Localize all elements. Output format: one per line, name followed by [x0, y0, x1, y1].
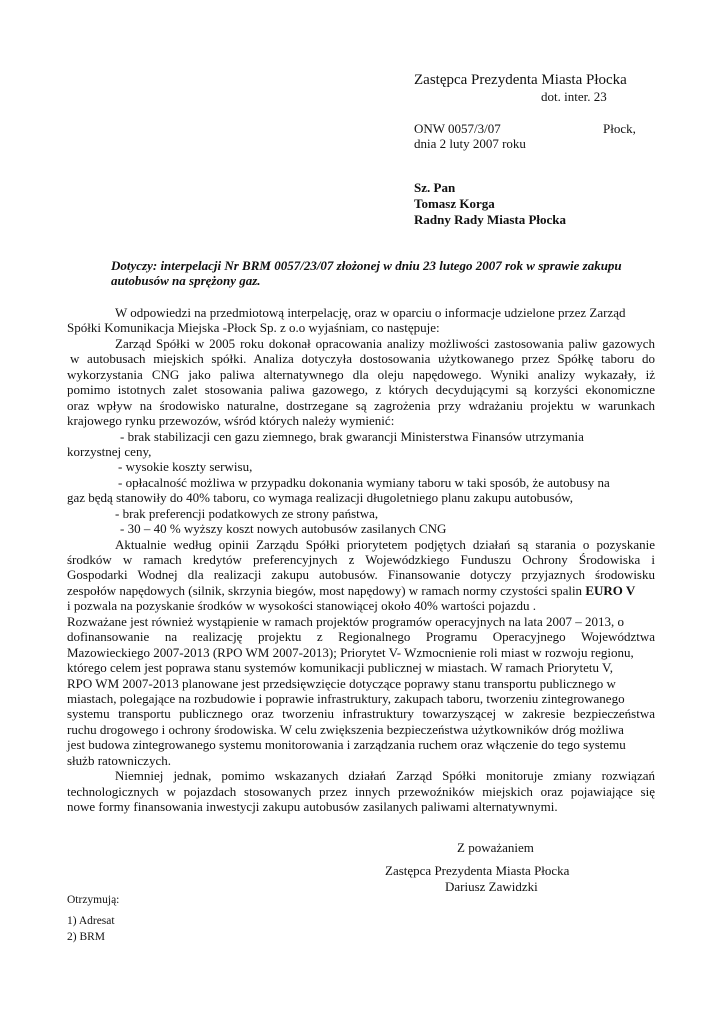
body-line: nowe formy finansowania inwestycji zakupu autobusów zasilanych paliwami alternatywnymi. [67, 799, 558, 814]
body-line: - wysokie koszty serwisu, [118, 459, 253, 475]
signer-name: Dariusz Zawidzki [445, 879, 538, 894]
body-line: jest budowa zintegrowanego systemu monitorowania i zarządzania ruchem oraz włączenie do tego systemu [67, 737, 626, 753]
body-line: korzystnej ceny, [67, 443, 152, 459]
body-line: Gospodarki Wodnej dla realizacji zakupu autobusów. Finansowanie dotyczy przyjaznych środowisku [67, 567, 655, 583]
letter-body [67, 305, 655, 814]
body-line: Rozważane jest również wystąpienie w ramach projektów programów operacyjnych na lata 2007 – 2013, o [67, 613, 625, 629]
body-line: wykorzystania CNG jako paliwa alternatywnego dla oleju napędowego. Wyniki analizy wykazały, iż [67, 366, 655, 382]
letter-date: dnia 2 luty 2007 roku [414, 136, 526, 151]
body-line: W odpowiedzi na przedmiotową interpelację, oraz w oparciu o informacje udzielone przez Zarząd [115, 305, 626, 320]
body-line: technologicznych w pojazdach stosowanych przez innych przewoźników miejskich oraz pojawiające się [67, 783, 655, 799]
recipient-salutation: Sz. Pan [414, 180, 456, 195]
body-line: systemu transportu publicznego oraz tworzeniu infrastruktury towarzyszącej w zakresie bezpieczeństwa [67, 706, 655, 722]
body-line: miastach, polegające na rozbudowie i poprawie infrastruktury, zakupach taboru, tworzeniu zintegrowanego [67, 690, 625, 706]
body-line: ruchu drogowego i ochrony środowiska. W celu zwiększenia bezpieczeństwa użytkowników dróg możliwa [67, 721, 624, 737]
body-line: służb ratowniczych. [67, 752, 171, 768]
distribution-item: 1) Adresat [67, 915, 115, 927]
subject-line: Dotyczy: interpelacji Nr BRM 0057/23/07 złożonej w dniu 23 lutego 2007 rok w sprawie zakupu autobusów na sprężony gaz. [111, 258, 622, 288]
body-line: Mazowieckiego 2007-2013 (RPO WM 2007-2013); Priorytet V- Wzmocnienie roli miast w rozwoju regionu, [67, 644, 634, 660]
body-line: pomimo istotnych zalet stosowania paliwa gazowego, z których decydującymi są korzyści ekonomiczne [67, 382, 655, 398]
body-line [67, 583, 655, 598]
body-line: krajowego rynku przewozów, wśród których należy wymienić: [67, 413, 395, 429]
body-line: - brak stabilizacji cen gazu ziemnego, brak gwarancji Ministerstwa Finansów utrzymania [120, 428, 584, 444]
body-line: oraz wpływ na środowisko naturalne, dostrzegane są zagrożenia przy wdrażaniu projektu w warunkach [67, 397, 655, 413]
recipient-name: Tomasz Korga [414, 196, 495, 211]
letterhead-title: Zastępca Prezydenta Miasta Płocka [414, 72, 627, 88]
city: Płock, [603, 121, 636, 136]
body-line: Aktualnie według opinii Zarządu Spółki priorytetem podjętych działań są starania o pozyskanie [115, 536, 655, 552]
signer-title: Zastępca Prezydenta Miasta Płocka [385, 863, 570, 878]
body-line: Niemniej jednak, pomimo wskazanych działań Zarząd Spółki monitoruje zmiany rozwiązań [115, 768, 655, 784]
distribution-label: Otrzymują: [67, 894, 120, 906]
body-line: - brak preferencji podatkowych ze strony państwa, [115, 505, 379, 521]
body-line: RPO WM 2007-2013 planowane jest przedsięwzięcie dotyczące poprawy stanu transportu publicznego w [67, 675, 616, 691]
body-line: dofinansowanie na realizację projektu z Regionalnego Programu Operacyjnego Województwa [67, 629, 655, 645]
body-line: środków w ramach kredytów preferencyjnych z Wojewódzkiego Funduszu Ochrony Środowiska i [67, 552, 655, 567]
letterhead-subtitle: dot. inter. 23 [541, 89, 607, 104]
body-line-text: zespołów napędowych (silnik, skrzynia biegów, most napędowy) w ramach normy czystości spalin [67, 582, 583, 598]
distribution-item: 2) BRM [67, 931, 106, 943]
closing-greeting: Z poważaniem [457, 840, 534, 855]
body-line: którego celem jest poprawa stanu systemów komunikacji publicznej w miastach. W ramach Priorytetu V, [67, 660, 613, 676]
body-line: - 30 – 40 % wyższy koszt nowych autobusów zasilanych CNG [120, 521, 447, 537]
body-line: w autobusach miejskich spółki. Analiza dotyczyła dostosowania użytkowanego przez Spółkę taboru do [70, 351, 655, 367]
body-line: i pozwala na pozyskanie środków w wysokości stanowiącej około 40% wartości pojazdu . [67, 598, 536, 614]
recipient-title: Radny Rady Miasta Płocka [414, 212, 567, 227]
body-line: Zarząd Spółki w 2005 roku dokonał opracowania analizy możliwości zastosowania paliw gazowych [115, 335, 655, 351]
body-line: gaz będą stanowiły do 40% taboru, co wymaga realizacji długoletniego planu zakupu autobusów, [67, 490, 574, 506]
euro-v-norm: EURO V [585, 582, 636, 598]
reference-number: ONW 0057/3/07 [414, 121, 501, 136]
body-line: Spółki Komunikacja Miejska -Płock Sp. z o.o wyjaśniam, co następuje: [67, 320, 440, 336]
body-line: - opłacalność możliwa w przypadku dokonania wymiany taboru w taki sposób, że autobusy na [118, 474, 610, 490]
